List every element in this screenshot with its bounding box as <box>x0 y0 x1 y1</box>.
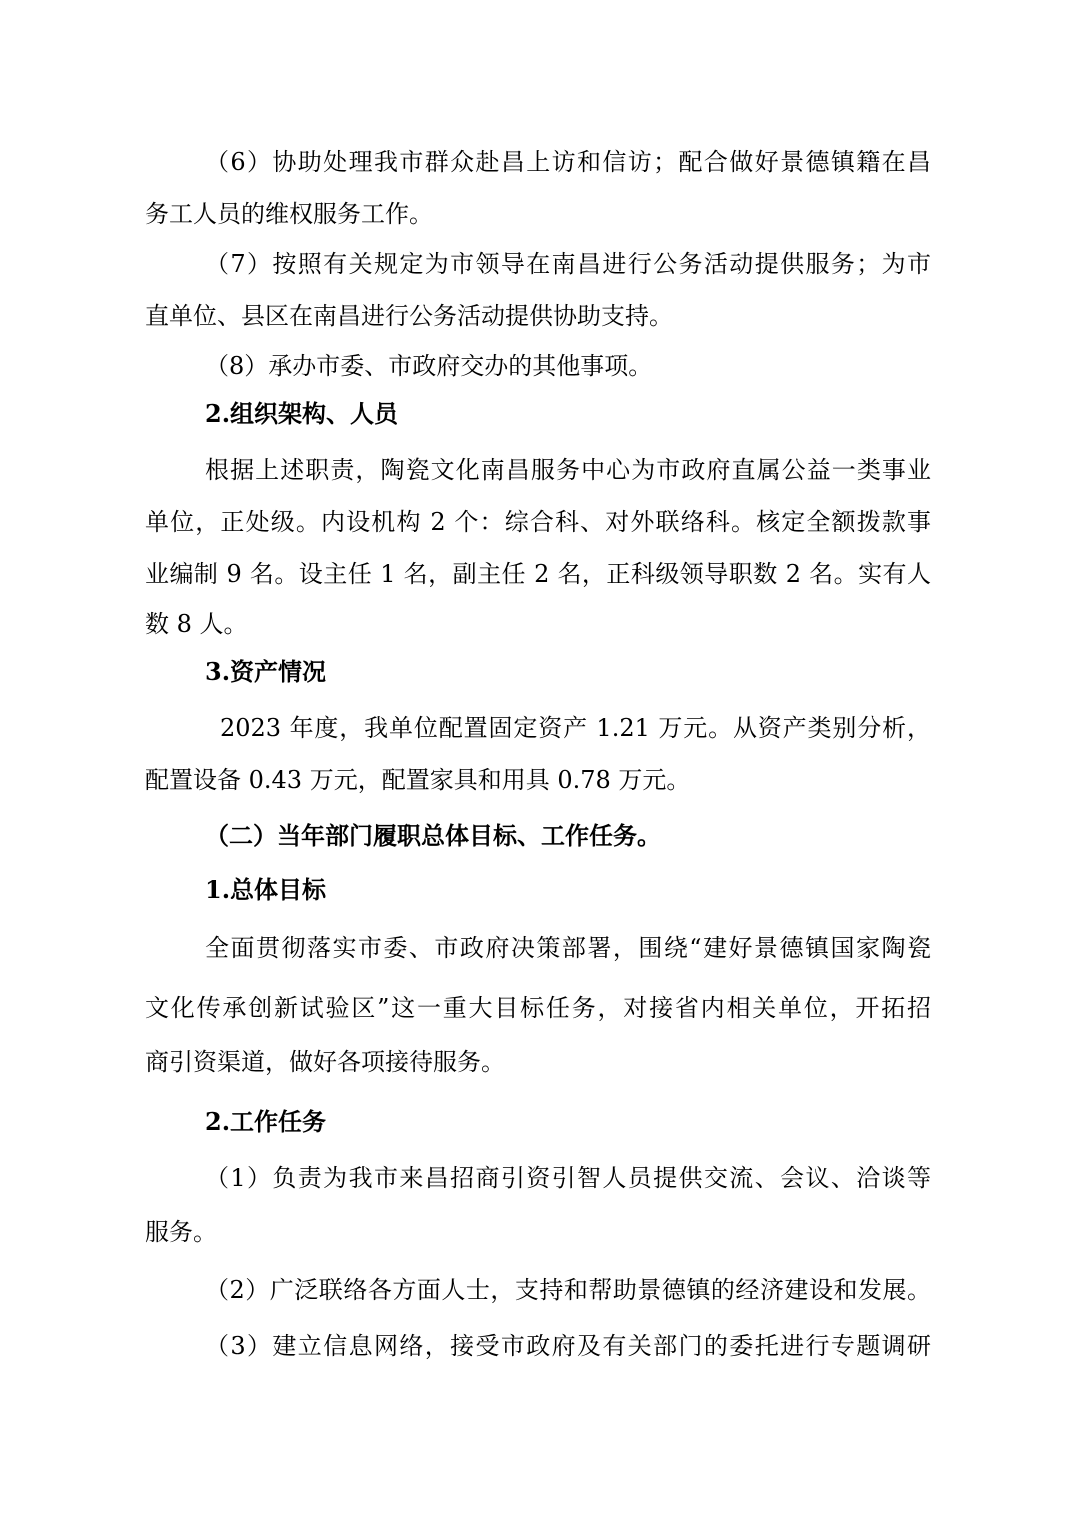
section-heading: 2.组织架构、人员 <box>205 399 399 428</box>
paragraph-line: 根据上述职责，陶瓷文化南昌服务中心为市政府直属公益一类事业 <box>205 456 931 484</box>
paragraph-line: 配置设备 0.43 万元，配置家具和用具 0.78 万元。 <box>145 766 691 794</box>
paragraph-line: 单位，正处级。内设机构 2 个：综合科、对外联络科。核定全额拨款事 <box>145 508 931 536</box>
paragraph-line: （6）协助处理我市群众赴昌上访和信访；配合做好景德镇籍在昌 <box>205 148 931 176</box>
paragraph-line: 全面贯彻落实市委、市政府决策部署，围绕“建好景德镇国家陶瓷 <box>205 934 931 962</box>
paragraph-line: （1）负责为我市来昌招商引资引智人员提供交流、会议、洽谈等 <box>205 1164 931 1192</box>
section-heading: 3.资产情况 <box>205 657 327 686</box>
paragraph-line: 服务。 <box>145 1218 217 1246</box>
paragraph-line: 2023 年度，我单位配置固定资产 1.21 万元。从资产类别分析， <box>220 714 931 742</box>
section-heading: （二）当年部门履职总体目标、工作任务。 <box>205 821 661 850</box>
paragraph-line: 业编制 9 名。设主任 1 名，副主任 2 名，正科级领导职数 2 名。实有人 <box>145 560 931 588</box>
paragraph-line: 数 8 人。 <box>145 610 248 638</box>
paragraph-line: 务工人员的维权服务工作。 <box>145 200 433 228</box>
paragraph-line: （8）承办市委、市政府交办的其他事项。 <box>205 352 653 380</box>
paragraph-line: （3）建立信息网络，接受市政府及有关部门的委托进行专题调研 <box>205 1332 931 1360</box>
paragraph-line: 文化传承创新试验区”这一重大目标任务，对接省内相关单位，开拓招 <box>145 994 931 1022</box>
section-heading: 2.工作任务 <box>205 1107 327 1136</box>
section-heading: 1.总体目标 <box>205 875 327 904</box>
paragraph-line: 直单位、县区在南昌进行公务活动提供协助支持。 <box>145 302 673 330</box>
paragraph-line: （7）按照有关规定为市领导在南昌进行公务活动提供服务；为市 <box>205 250 931 278</box>
paragraph-line: （2）广泛联络各方面人士，支持和帮助景德镇的经济建设和发展。 <box>205 1276 931 1304</box>
paragraph-line: 商引资渠道，做好各项接待服务。 <box>145 1048 505 1076</box>
